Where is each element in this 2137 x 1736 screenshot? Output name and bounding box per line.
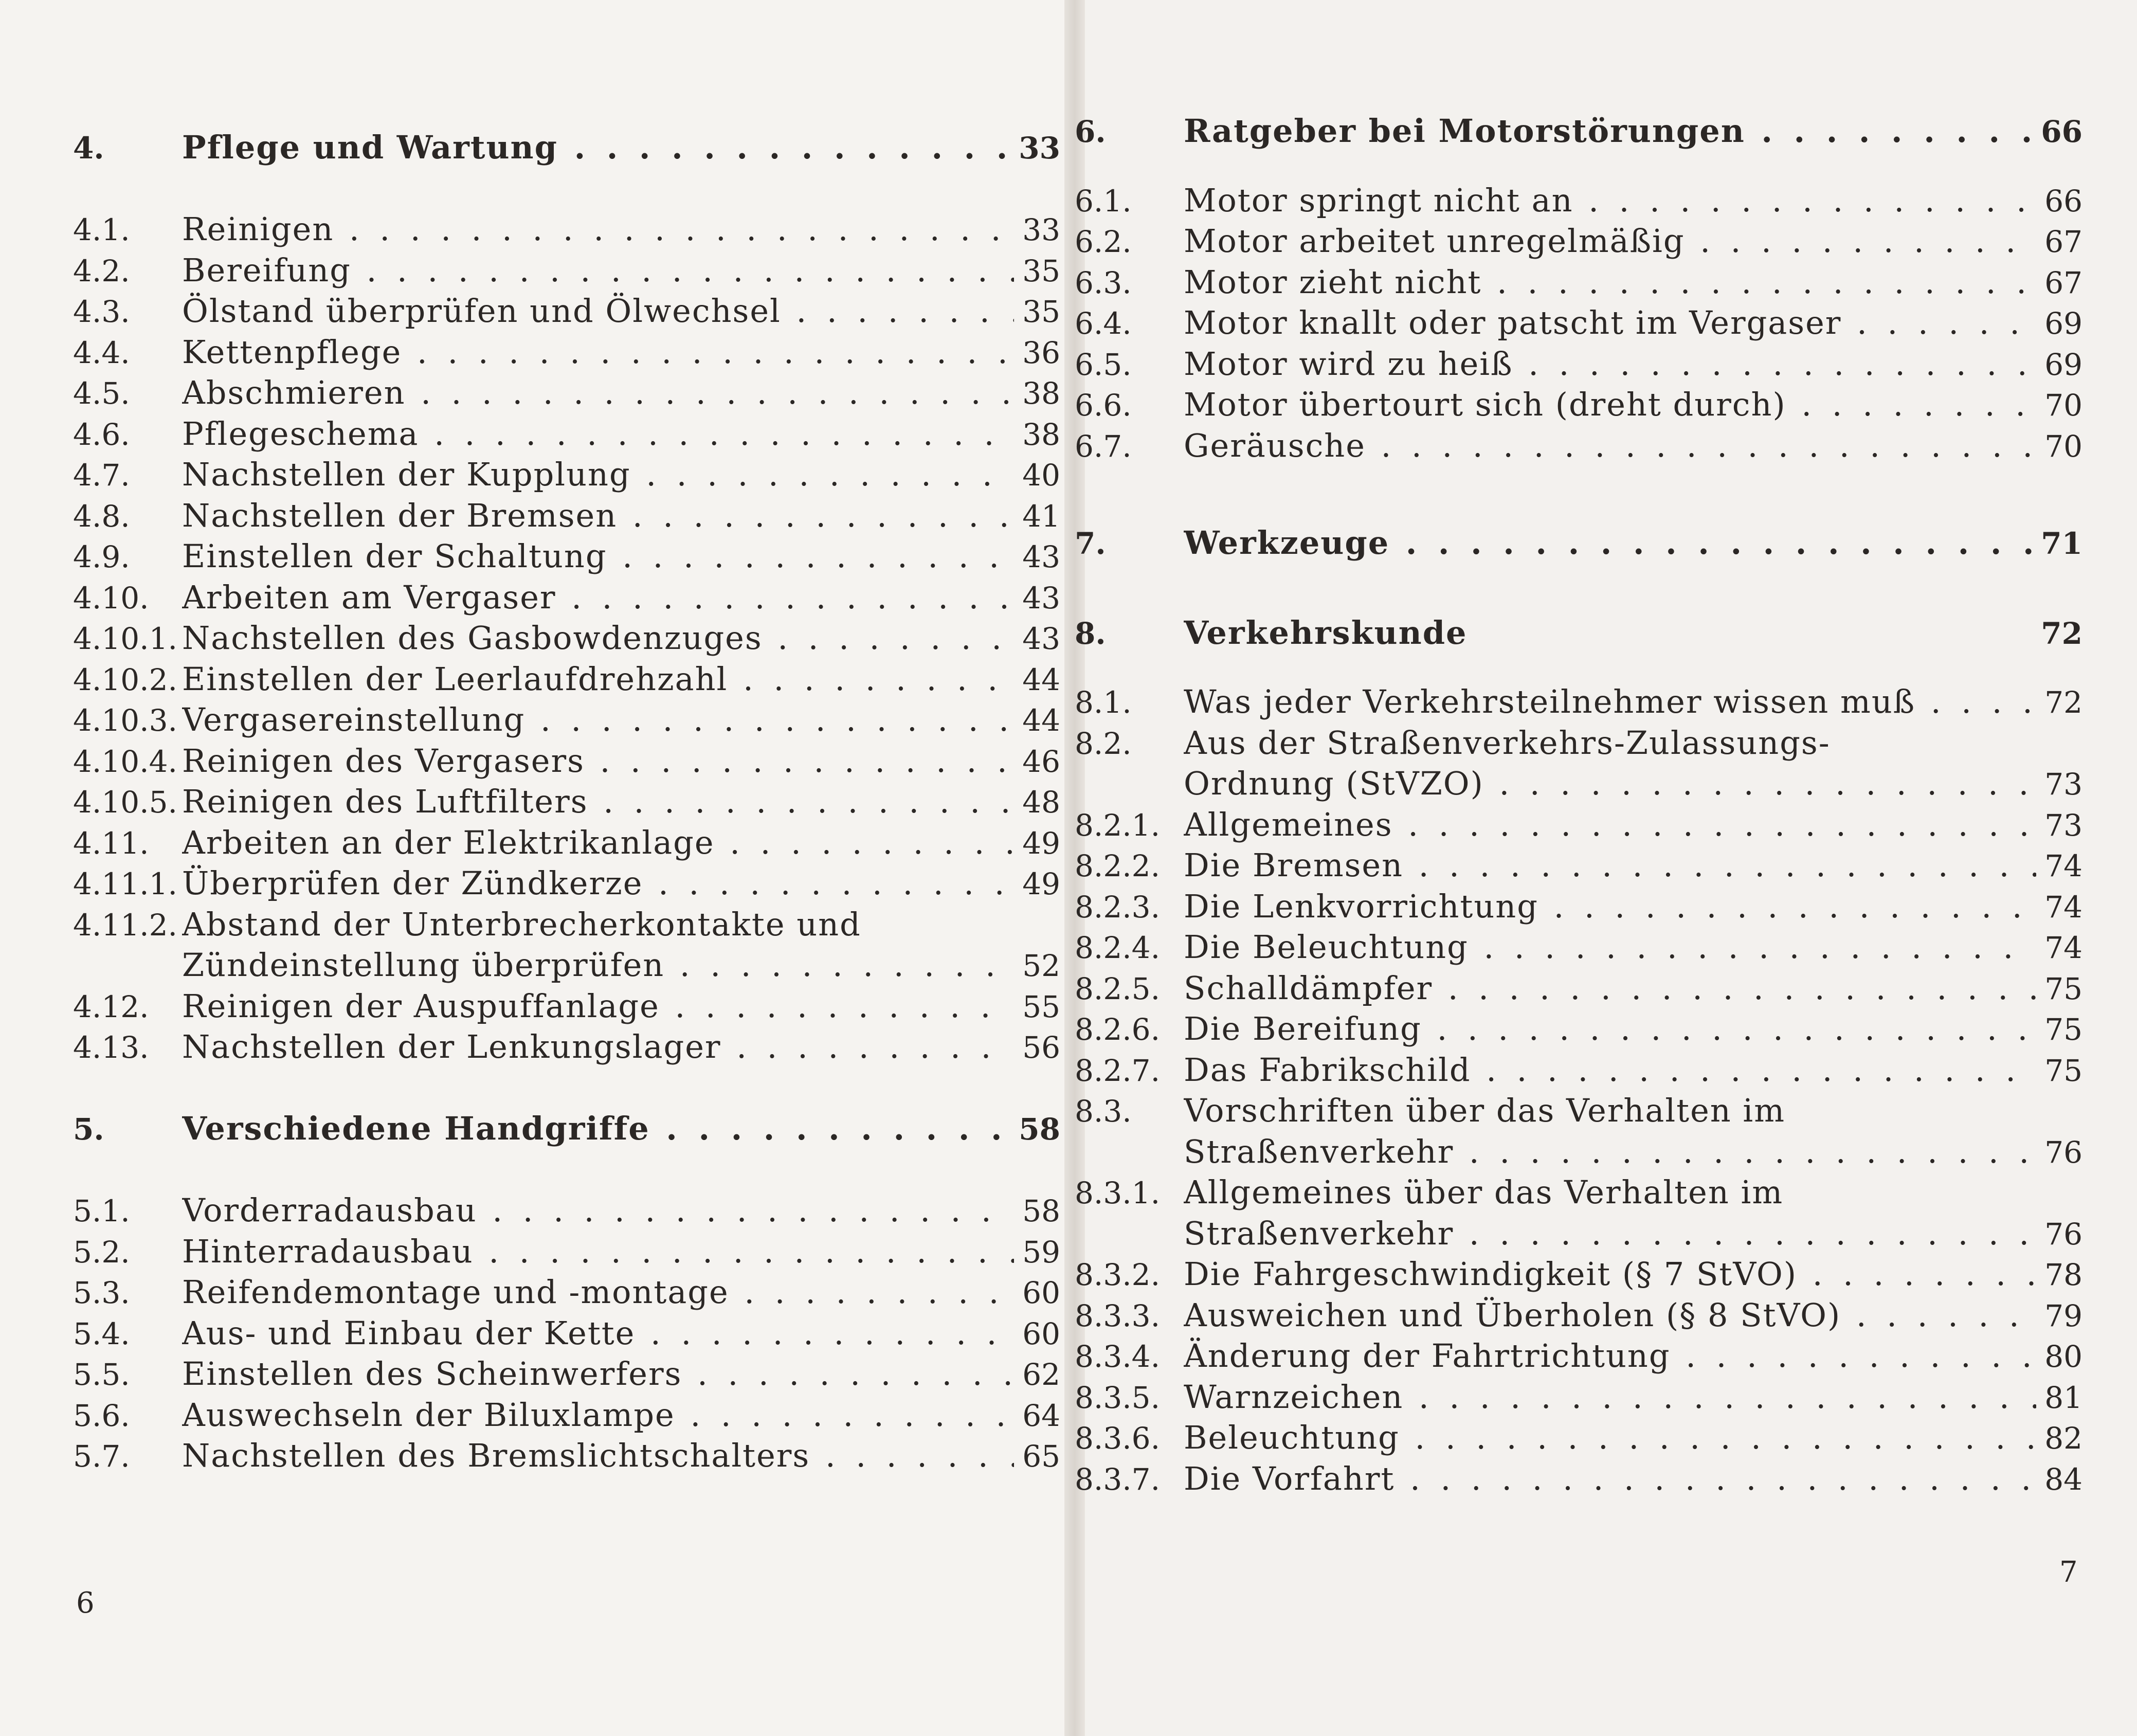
page-number: 49 [1022, 866, 1060, 901]
section-title: Reinigen des Vergasers . . . [182, 742, 1014, 780]
section-title: Straßenverkehr . . . [1184, 1215, 2036, 1252]
toc-entry [1075, 182, 2082, 223]
toc-entry [73, 1233, 1060, 1274]
section-title: Reinigen des Luftfilters . . . [182, 783, 1014, 820]
toc-entry [73, 1028, 1060, 1069]
section-number: 4.11. [73, 825, 149, 861]
toc-entry [73, 497, 1060, 538]
section-title: Abstand der Unterbrecherkontakte und [182, 905, 861, 943]
toc-entry [1075, 112, 2082, 153]
section-number: 4.7. [73, 458, 130, 493]
section-title: Abschmieren . . . [182, 374, 1014, 411]
spacer [73, 1069, 1060, 1110]
section-number: 4.5. [73, 376, 130, 411]
toc-entry [1075, 969, 2082, 1010]
toc-list-right [1075, 112, 2082, 1500]
page-number: 74 [2044, 889, 2082, 925]
spacer [1075, 655, 2082, 683]
toc-entry [1075, 222, 2082, 263]
section-title: Reinigen . . . [182, 210, 1014, 248]
toc-entry [73, 701, 1060, 742]
page-number: 70 [2044, 388, 2082, 423]
section-title: Vergasereinstellung . . . [182, 701, 1014, 738]
toc-entry [1075, 1092, 2082, 1133]
page-number: 52 [1022, 948, 1060, 983]
section-number: 6.6. [1075, 388, 1132, 423]
page-number: 81 [2044, 1380, 2082, 1415]
section-title: Ausweichen und Überholen (§ 8 StVO) . . . [1184, 1296, 2036, 1334]
toc-entry [1075, 1296, 2082, 1337]
page-number: 72 [2044, 685, 2082, 720]
section-title: Arbeiten am Vergaser . . . [182, 578, 1014, 616]
section-title: Einstellen des Scheinwerfers . . . [182, 1355, 1014, 1393]
page-number: 38 [1022, 417, 1060, 452]
page-number: 43 [1022, 621, 1060, 656]
section-title: Motor knallt oder patscht im Vergaser . . . [1184, 304, 2036, 341]
page-folio: 7 [2059, 1556, 2078, 1589]
section-title: Die Vorfahrt . . . [1184, 1460, 2036, 1497]
page-number: 75 [2044, 1012, 2082, 1047]
section-title: Nachstellen der Bremsen . . . [182, 497, 1014, 534]
toc-entry [73, 251, 1060, 293]
toc-entry [1075, 1460, 2082, 1501]
page-number: 64 [1022, 1398, 1060, 1433]
section-number: 8.1. [1075, 685, 1132, 720]
page-number: 70 [2044, 428, 2082, 464]
section-number: 4.11.2. [73, 907, 177, 943]
section-title: Werkzeuge . . . [1184, 524, 2036, 562]
section-title: Geräusche . . . [1184, 427, 2036, 464]
page-number: 74 [2044, 848, 2082, 883]
page-number: 67 [2044, 265, 2082, 300]
section-number: 5.4. [73, 1316, 130, 1351]
section-number: 4.10.1. [73, 621, 177, 656]
section-title: Die Lenkvorrichtung . . . [1184, 888, 2036, 925]
section-number: 5.2. [73, 1234, 130, 1270]
section-title: Motor springt nicht an . . . [1184, 182, 2036, 219]
toc-entry [1075, 427, 2082, 468]
section-number: 8.2. [1075, 726, 1132, 761]
section-number: 4.4. [73, 335, 130, 370]
section-number: 4.10.3. [73, 703, 177, 738]
section-title: Verkehrskunde [1184, 613, 1468, 652]
toc-entry [73, 210, 1060, 251]
page-number: 44 [1022, 703, 1060, 738]
page-number: 35 [1022, 253, 1060, 288]
toc-entry [73, 864, 1060, 906]
page-number: 43 [1022, 580, 1060, 616]
page-number: 80 [2044, 1339, 2082, 1374]
section-title: Kettenpflege . . . [182, 333, 1014, 371]
section-title: Auswechseln der Biluxlampe . . . [182, 1396, 1014, 1434]
toc-entry [1075, 1419, 2082, 1460]
toc-entry [73, 1355, 1060, 1396]
section-title: Beleuchtung . . . [1184, 1419, 2036, 1456]
page-number: 48 [1022, 785, 1060, 820]
section-number: 6.7. [1075, 428, 1132, 464]
spacer [73, 170, 1060, 211]
section-number: 8.3.5. [1075, 1380, 1161, 1415]
section-number: 5.1. [73, 1194, 130, 1228]
page-number: 78 [2044, 1257, 2082, 1292]
toc-entry [73, 1273, 1060, 1314]
section-title: Nachstellen der Kupplung . . . [182, 456, 1014, 493]
section-number: 4.10.5. [73, 785, 177, 820]
section-title: Die Bremsen . . . [1184, 846, 2036, 884]
spacer [73, 1151, 1060, 1192]
section-title: Vorderradausbau . . . [182, 1191, 1014, 1229]
section-number: 8.3.1. [1075, 1176, 1161, 1210]
section-number: 6. [1075, 114, 1106, 149]
section-number: 8.3.4. [1075, 1339, 1161, 1374]
section-title: Ordnung (StVZO) . . . [1184, 765, 2036, 802]
toc-entry [1075, 1051, 2082, 1092]
toc-entry [1075, 345, 2082, 386]
toc-entry [73, 415, 1060, 456]
toc-entry [1075, 683, 2082, 724]
page-number: 69 [2044, 306, 2082, 341]
section-number: 4.10. [73, 580, 149, 616]
toc-entry [1075, 524, 2082, 565]
toc-entry [73, 783, 1060, 824]
page-number: 33 [1022, 212, 1060, 247]
page-number: 66 [2041, 114, 2082, 149]
toc-entry [73, 292, 1060, 333]
section-number: 8.3.2. [1075, 1257, 1161, 1292]
section-number: 8.2.1. [1075, 807, 1161, 843]
section-title: Arbeiten an der Elektrikanlage . . . [182, 824, 1014, 861]
section-number: 8.2.5. [1075, 971, 1161, 1006]
toc-entry [1075, 1337, 2082, 1378]
page-number: 62 [1022, 1357, 1060, 1392]
toc-entry [1075, 304, 2082, 345]
page-number: 79 [2044, 1298, 2082, 1333]
section-number: 8.2.3. [1075, 889, 1161, 925]
page-number: 35 [1022, 294, 1060, 329]
section-title: Ölstand überprüfen und Ölwechsel . . . [182, 292, 1014, 330]
section-number: 8.2.7. [1075, 1053, 1161, 1088]
page-number: 59 [1022, 1234, 1060, 1270]
section-title: Überprüfen der Zündkerze . . . [182, 864, 1014, 902]
page-number: 49 [1022, 825, 1060, 861]
spacer [1075, 467, 2082, 524]
page-number: 73 [2044, 767, 2082, 802]
toc-entry [1075, 806, 2082, 847]
section-title: Aus- und Einbau der Kette . . . [182, 1314, 1014, 1352]
page-number: 38 [1022, 376, 1060, 411]
page-number: 56 [1022, 1030, 1060, 1065]
toc-entry [73, 1437, 1060, 1478]
section-title: Einstellen der Schaltung . . . [182, 537, 1014, 575]
section-number: 4.10.4. [73, 744, 177, 779]
section-title: Die Bereifung . . . [1184, 1010, 2036, 1047]
toc-entry [1075, 1215, 2082, 1256]
toc-entry [1075, 1133, 2082, 1174]
toc-entry [1075, 888, 2082, 929]
page-number: 36 [1022, 335, 1060, 370]
page-number: 84 [2044, 1461, 2082, 1497]
section-title: Nachstellen der Lenkungslager . . . [182, 1028, 1014, 1065]
section-title: Das Fabrikschild . . . [1184, 1051, 2036, 1089]
toc-entry [73, 129, 1060, 170]
section-number: 8.3.6. [1075, 1421, 1161, 1456]
section-title: Schalldämpfer . . . [1184, 969, 2036, 1007]
page-number: 72 [2041, 616, 2082, 651]
spacer [1075, 153, 2082, 182]
toc-entry [1075, 614, 2082, 655]
toc-entry [1075, 1255, 2082, 1296]
section-number: 7. [1075, 526, 1106, 561]
toc-entry [1075, 928, 2082, 969]
toc-entry [73, 374, 1060, 415]
section-number: 6.4. [1075, 306, 1132, 341]
toc-entry [73, 660, 1060, 701]
section-title: Motor zieht nicht . . . [1184, 263, 2036, 301]
toc-entry [73, 578, 1060, 620]
section-title: Motor übertourt sich (dreht durch) . . . [1184, 386, 2036, 423]
page-number: 46 [1022, 744, 1060, 779]
section-number: 6.2. [1075, 224, 1132, 259]
section-number: 4.10.2. [73, 662, 177, 697]
page-number: 73 [2044, 807, 2082, 843]
section-number: 4. [73, 131, 104, 166]
page-number: 76 [2044, 1216, 2082, 1252]
section-number: 5. [73, 1112, 104, 1147]
section-number: 4.13. [73, 1030, 149, 1065]
left-page [0, 0, 1064, 1736]
section-title: Zündeinstellung überprüfen . . . [182, 946, 1014, 984]
toc-entry [1075, 846, 2082, 888]
page-number: 58 [1022, 1194, 1060, 1228]
section-title: Reinigen der Auspuffanlage . . . [182, 987, 1014, 1025]
section-title: Pflege und Wartung . . . [182, 129, 1014, 166]
toc-entry [73, 1396, 1060, 1437]
section-number: 4.9. [73, 539, 130, 574]
toc-entry [1075, 386, 2082, 427]
section-title: Aus der Straßenverkehrs-Zulassungs- [1184, 724, 1831, 762]
section-number: 5.5. [73, 1357, 130, 1392]
toc-entry [1075, 765, 2082, 806]
section-number: 4.2. [73, 253, 130, 288]
toc-entry [73, 742, 1060, 783]
section-title: Reifendemontage und -montage . . . [182, 1273, 1014, 1311]
section-number: 8.3.3. [1075, 1298, 1161, 1333]
page-number: 41 [1022, 498, 1060, 534]
section-number: 6.1. [1075, 183, 1132, 219]
toc-entry [1075, 1010, 2082, 1051]
page-number: 76 [2044, 1134, 2082, 1170]
section-title: Bereifung . . . [182, 251, 1014, 289]
page-number: 55 [1022, 989, 1060, 1024]
page-number: 74 [2044, 930, 2082, 965]
page-number: 40 [1022, 458, 1060, 493]
section-title: Ratgeber bei Motorstörungen . . . [1184, 112, 2036, 150]
section-title: Motor wird zu heiß . . . [1184, 345, 2036, 383]
page-number: 60 [1022, 1275, 1060, 1310]
section-title: Einstellen der Leerlaufdrehzahl . . . [182, 660, 1014, 698]
section-title: Hinterradausbau . . . [182, 1233, 1014, 1270]
section-title: Änderung der Fahrtrichtung . . . [1184, 1337, 2036, 1375]
section-title: Die Beleuchtung . . . [1184, 928, 2036, 966]
section-number: 6.3. [1075, 265, 1132, 300]
page-number: 75 [2044, 971, 2082, 1006]
section-number: 5.3. [73, 1275, 130, 1310]
toc-entry [73, 1110, 1060, 1151]
page-number: 69 [2044, 347, 2082, 382]
section-title: Nachstellen des Gasbowdenzuges . . . [182, 619, 1014, 657]
section-title: Was jeder Verkehrsteilnehmer wissen muß . . . [1184, 683, 2036, 720]
page-number: 65 [1022, 1439, 1060, 1474]
toc-entry [73, 824, 1060, 865]
toc-entry [1075, 724, 2082, 765]
toc-entry [73, 456, 1060, 497]
toc-entry [73, 1314, 1060, 1355]
section-title: Straßenverkehr . . . [1184, 1133, 2036, 1170]
page-folio: 6 [76, 1586, 95, 1620]
section-title: Allgemeines . . . [1184, 806, 2036, 843]
spacer [1075, 565, 2082, 614]
section-number: 5.7. [73, 1439, 130, 1474]
toc-entry [73, 1191, 1060, 1233]
section-number: 4.1. [73, 212, 130, 247]
section-title: Verschiedene Handgriffe . . . [182, 1110, 1014, 1147]
page-number: 67 [2044, 224, 2082, 259]
section-number: 8.2.4. [1075, 930, 1161, 965]
section-number: 4.8. [73, 498, 130, 534]
page-number: 43 [1022, 539, 1060, 574]
page-number: 75 [2044, 1053, 2082, 1088]
toc-entry [73, 987, 1060, 1028]
section-title: Allgemeines über das Verhalten im [1184, 1173, 1784, 1211]
toc-entry [73, 906, 1060, 947]
section-number: 4.6. [73, 417, 130, 452]
page-number: 66 [2044, 183, 2082, 219]
section-number: 8.2.2. [1075, 848, 1161, 883]
section-number: 5.6. [73, 1398, 130, 1433]
section-number: 8.3.7. [1075, 1461, 1161, 1497]
page-number: 71 [2041, 526, 2082, 561]
section-title: Motor arbeitet unregelmäßig . . . [1184, 222, 2036, 260]
toc-list-left [73, 129, 1060, 1478]
section-title: Die Fahrgeschwindigkeit (§ 7 StVO) . . . [1184, 1255, 2036, 1293]
toc-entry [73, 619, 1060, 660]
section-number: 8. [1075, 616, 1106, 651]
section-title: Nachstellen des Bremslichtschalters . . . [182, 1437, 1014, 1474]
section-title: Warnzeichen . . . [1184, 1378, 2036, 1416]
toc-entry [1075, 1378, 2082, 1419]
page-number: 33 [1019, 131, 1060, 166]
toc-entry [1075, 263, 2082, 304]
toc-entry [73, 946, 1060, 987]
toc-entry [1075, 1173, 2082, 1215]
section-number: 8.3. [1075, 1094, 1132, 1129]
page-number: 60 [1022, 1316, 1060, 1351]
section-number: 4.11.1. [73, 866, 177, 901]
page-number: 82 [2044, 1421, 2082, 1456]
section-number: 4.3. [73, 294, 130, 329]
section-number: 6.5. [1075, 347, 1132, 382]
section-title: Vorschriften über das Verhalten im [1184, 1092, 1786, 1129]
section-number: 8.2.6. [1075, 1012, 1161, 1047]
toc-entry [73, 333, 1060, 374]
section-number: 4.12. [73, 989, 149, 1024]
section-title: Pflegeschema . . . [182, 415, 1014, 453]
toc-entry [73, 537, 1060, 578]
page-number: 58 [1019, 1112, 1060, 1147]
page-number: 44 [1022, 662, 1060, 697]
